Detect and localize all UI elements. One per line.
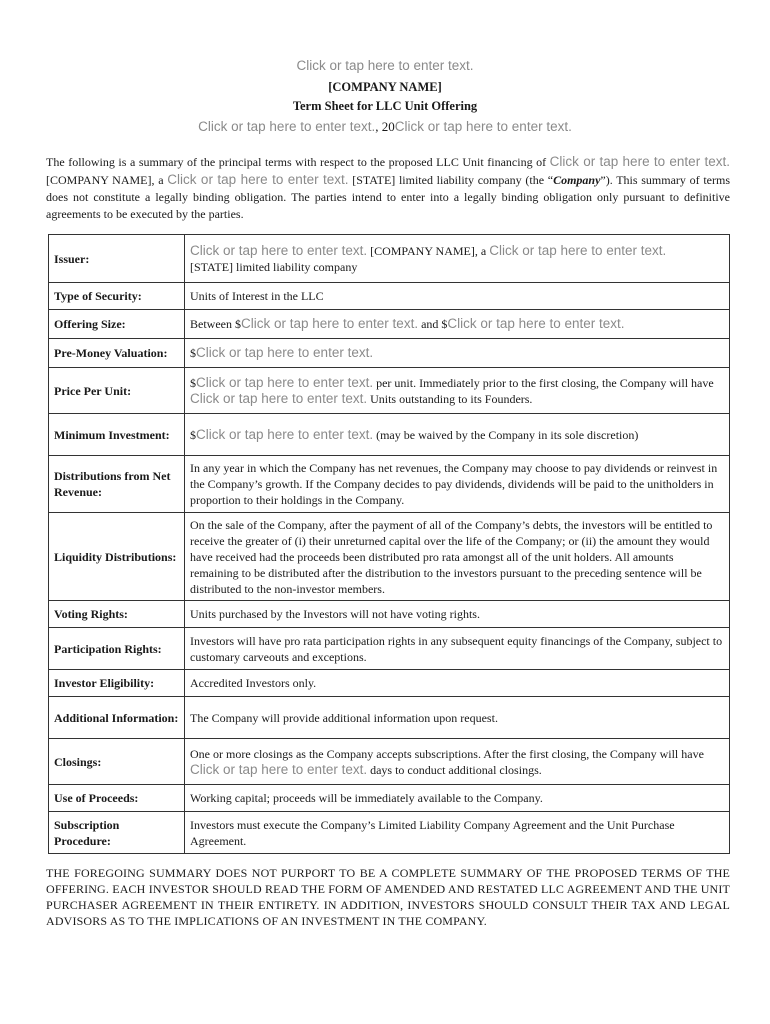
term-value xyxy=(185,739,730,785)
term-text: One or more closings as the Company accepts subscriptions. After the first closing, the Company will have xyxy=(190,746,704,761)
term-value xyxy=(185,310,730,339)
intro-text: [COMPANY NAME], a xyxy=(46,173,164,187)
term-label: Voting Rights: xyxy=(49,601,185,628)
term-value: The Company will provide additional information upon request. xyxy=(185,697,730,739)
intro-text: ”). This summary of terms does not constitute a legally binding obligation. The parties intend to enter into a legally binding obligation only pursuant to definitive agreements to be executed by the parties. xyxy=(46,173,730,221)
term-value xyxy=(185,368,730,414)
table-row xyxy=(49,310,730,339)
text-placeholder[interactable]: Click or tap here to enter text. xyxy=(196,345,374,360)
term-value: In any year in which the Company has net revenues, the Company may choose to pay dividends or reinvest in the Company’s growth. If the Company decides to pay dividends, dividends will be paid to the unitholders in proportion to their holdings in the Company. xyxy=(185,456,730,513)
header-placeholder-line xyxy=(0,58,770,74)
term-label: Pre-Money Valuation: xyxy=(49,339,185,368)
table-row xyxy=(49,628,730,670)
text-placeholder[interactable]: Click or tap here to enter text. xyxy=(190,761,368,777)
text-placeholder[interactable]: Click or tap here to enter text. xyxy=(489,242,667,258)
term-text: $ xyxy=(190,427,196,442)
terms-table xyxy=(48,234,730,854)
intro-text: [STATE] limited liability company (the “ xyxy=(352,173,554,187)
table-row xyxy=(49,456,730,513)
term-label: Distributions from Net Revenue: xyxy=(49,456,185,513)
term-text: per unit. Immediately prior to the first closing, the Company will have xyxy=(376,375,714,390)
term-label: Use of Proceeds: xyxy=(49,785,185,812)
term-text: Between $ xyxy=(190,317,241,331)
term-text: $ xyxy=(190,375,196,390)
term-label: Minimum Investment: xyxy=(49,414,185,456)
term-label: Price Per Unit: xyxy=(49,368,185,414)
text-placeholder[interactable]: Click or tap here to enter text. xyxy=(549,154,730,169)
table-row xyxy=(49,812,730,854)
table-row xyxy=(49,670,730,697)
term-text: $ xyxy=(190,346,196,360)
date-placeholder[interactable]: Click or tap here to enter text. xyxy=(198,119,376,134)
text-placeholder[interactable]: Click or tap here to enter text. xyxy=(190,242,368,258)
text-placeholder[interactable]: Click or tap here to enter text. xyxy=(196,374,374,390)
term-value: Investors will have pro rata participation rights in any subsequent equity financings of the Company, subject to customary carveouts and exceptions. xyxy=(185,628,730,670)
term-value xyxy=(185,235,730,283)
company-defined-term: Company xyxy=(553,173,601,187)
term-value: On the sale of the Company, after the payment of all of the Company’s debts, the investors will be entitled to receive the greater of (i) their unreturned capital over the life of the Company; or (ii) the amount they would have received had the proceeds been distributed pro rata amongst all of the unit holders. All amounts remaining to be distributed after the distribution to the investors pursuant to the preceding sentence will be distributed to the non-investor members. xyxy=(185,513,730,601)
table-row xyxy=(49,283,730,310)
term-label: Offering Size: xyxy=(49,310,185,339)
term-text: (may be waived by the Company in its sole discretion) xyxy=(376,427,639,442)
term-label: Additional Information: xyxy=(49,697,185,739)
table-row xyxy=(49,513,730,601)
table-row xyxy=(49,785,730,812)
intro-text: The following is a summary of the principal terms with respect to the proposed LLC Unit financing of xyxy=(46,155,547,169)
text-placeholder[interactable]: Click or tap here to enter text. xyxy=(196,426,374,442)
term-value: Investors must execute the Company’s Limited Liability Company Agreement and the Unit Purchase Agreement. xyxy=(185,812,730,854)
term-text: and $ xyxy=(421,317,448,331)
term-label: Type of Security: xyxy=(49,283,185,310)
year-prefix: , 20 xyxy=(375,119,395,134)
term-value xyxy=(185,339,730,368)
table-row xyxy=(49,739,730,785)
company-name-heading: [COMPANY NAME] xyxy=(328,80,442,94)
term-value: Units purchased by the Investors will not have voting rights. xyxy=(185,601,730,628)
table-row xyxy=(49,368,730,414)
term-text: [STATE] limited liability company xyxy=(190,259,358,274)
document-title: Term Sheet for LLC Unit Offering xyxy=(292,99,478,113)
text-placeholder[interactable]: Click or tap here to enter text. xyxy=(296,58,474,73)
term-text: days to conduct additional closings. xyxy=(370,762,542,777)
disclaimer-paragraph: THE FOREGOING SUMMARY DOES NOT PURPORT TO BE A COMPLETE SUMMARY OF THE PROPOSED TERMS OF THE OFFERING. EACH INVESTOR SHOULD READ THE FORM OF AMENDED AND RESTATED LLC AGREEMENT AND THE UNIT PURCHASER AGREEMENT IN THEIR ENTIRETY. IN ADDITION, INVESTORS SHOULD CONSULT THEIR TAX AND LEGAL ADVISORS AS TO THE IMPLICATIONS OF AN INVESTMENT IN THE COMPANY. xyxy=(46,866,730,928)
table-row xyxy=(49,601,730,628)
text-placeholder[interactable]: Click or tap here to enter text. xyxy=(167,172,349,187)
term-label: Participation Rights: xyxy=(49,628,185,670)
text-placeholder[interactable]: Click or tap here to enter text. xyxy=(190,390,368,406)
term-value: Accredited Investors only. xyxy=(185,670,730,697)
term-label: Investor Eligibility: xyxy=(49,670,185,697)
term-text: Units outstanding to its Founders. xyxy=(370,391,533,406)
table-row xyxy=(49,414,730,456)
intro-paragraph xyxy=(46,153,730,223)
date-line xyxy=(0,119,770,135)
table-row xyxy=(49,339,730,368)
term-label: Subscription Procedure: xyxy=(49,812,185,854)
term-value: Working capital; proceeds will be immediately available to the Company. xyxy=(185,785,730,812)
term-label: Closings: xyxy=(49,739,185,785)
text-placeholder[interactable]: Click or tap here to enter text. xyxy=(240,316,419,331)
term-value: Units of Interest in the LLC xyxy=(185,283,730,310)
table-row xyxy=(49,697,730,739)
term-text: [COMPANY NAME], a xyxy=(370,243,487,258)
text-placeholder[interactable]: Click or tap here to enter text. xyxy=(447,316,625,331)
term-label: Liquidity Distributions: xyxy=(49,513,185,601)
term-label: Issuer: xyxy=(49,235,185,283)
term-value xyxy=(185,414,730,456)
year-placeholder[interactable]: Click or tap here to enter text. xyxy=(394,119,572,134)
table-row xyxy=(49,235,730,283)
